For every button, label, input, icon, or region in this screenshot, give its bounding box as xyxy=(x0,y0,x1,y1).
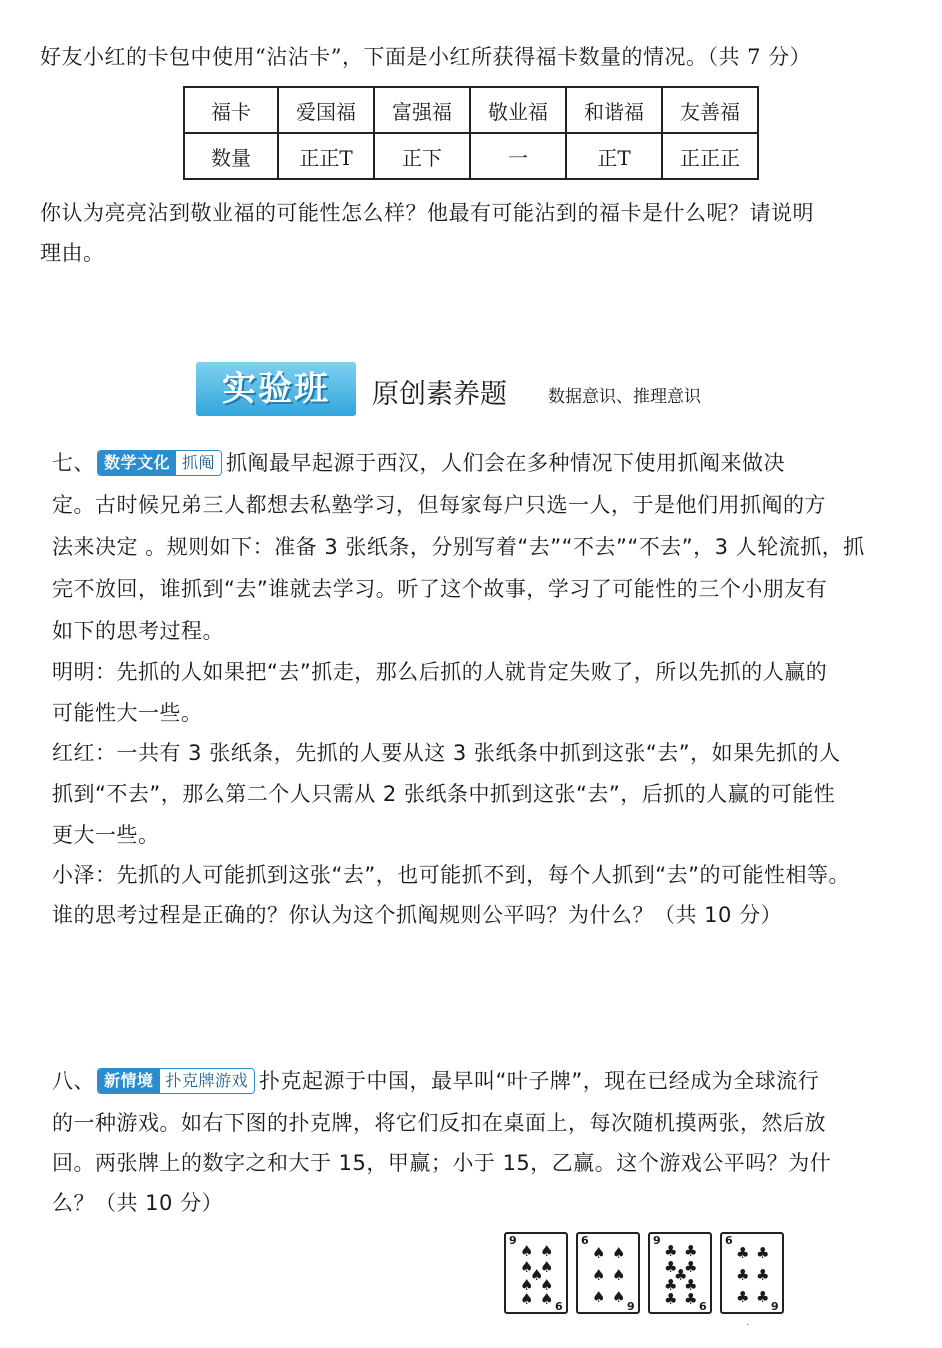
q8-tag xyxy=(97,1068,255,1094)
table-cell: 爱国福 xyxy=(278,87,374,133)
spade-icon: ♠ xyxy=(540,1242,554,1260)
playing-cards xyxy=(504,1232,784,1312)
q7-text-line: 定。古时候兄弟三人都想去私塾学习，但每家每户只选一人，于是他们用抓阄的方 xyxy=(52,493,826,517)
spade-icon: ♠ xyxy=(612,1244,626,1262)
q7-text-line: 更大一些。 xyxy=(52,823,160,847)
card-rank: 9 xyxy=(699,1299,707,1312)
q8-text-line: 回。两张牌上的数字之和大于 15，甲赢；小于 15，乙赢。这个游戏公平吗？为什 xyxy=(52,1151,832,1175)
club-icon: ♣ xyxy=(736,1266,750,1284)
table-cell: 一 xyxy=(470,133,566,179)
spade-icon: ♠ xyxy=(612,1288,626,1306)
table-cell: 正T xyxy=(566,133,662,179)
club-icon: ♣ xyxy=(756,1266,770,1284)
club-icon: ♣ xyxy=(664,1242,678,1260)
q7-text-line: 可能性大一些。 xyxy=(52,701,203,725)
club-icon: ♣ xyxy=(684,1290,698,1308)
q8-first-line xyxy=(52,1066,819,1096)
card-rank: 9 xyxy=(555,1299,563,1312)
intro-text: 好友小红的卡包中使用“沾沾卡”，下面是小红所获得福卡数量的情况。（共 7 分） xyxy=(40,45,812,69)
spade-icon: ♠ xyxy=(592,1288,606,1306)
club-icon: ♣ xyxy=(736,1244,750,1262)
spade-icon: ♠ xyxy=(592,1244,606,1262)
table-header-row xyxy=(184,87,758,133)
table-cell: 正下 xyxy=(374,133,470,179)
table-cell: 和谐福 xyxy=(566,87,662,133)
card-rank: 6 xyxy=(581,1234,589,1247)
card-rank: 9 xyxy=(509,1234,517,1247)
spade-icon: ♠ xyxy=(520,1290,534,1308)
spade-icon: ♠ xyxy=(540,1276,554,1294)
table-cell: 数量 xyxy=(184,133,278,179)
club-icon: ♣ xyxy=(756,1288,770,1306)
table-cell: 福卡 xyxy=(184,87,278,133)
spade-icon: ♠ xyxy=(520,1258,534,1276)
table-cell: 正正T xyxy=(278,133,374,179)
club-icon: ♣ xyxy=(684,1258,698,1276)
q7-text-line: 红红：一共有 3 张纸条，先抓的人要从这 3 张纸条中抓到这张“去”，如果先抓的人 xyxy=(52,741,841,765)
q7-text-line: 如下的思考过程。 xyxy=(52,619,224,643)
tag-topic: 扑克牌游戏 xyxy=(160,1069,255,1093)
spade-icon: ♠ xyxy=(520,1276,534,1294)
page-mark: · xyxy=(746,1320,750,1331)
q8-text-line: 么？（共 10 分） xyxy=(52,1191,224,1215)
club-icon: ♣ xyxy=(664,1276,678,1294)
q8-text-line: 的一种游戏。如右下图的扑克牌，将它们反扣在桌面上，每次随机摸两张，然后放 xyxy=(52,1111,826,1135)
q8-text-line: 扑克起源于中国，最早叫“叶子牌”，现在已经成为全球流行 xyxy=(259,1069,820,1093)
card-rank: 9 xyxy=(653,1234,661,1247)
tag-label: 数学文化 xyxy=(98,451,176,475)
spade-icon: ♠ xyxy=(520,1242,534,1260)
club-icon: ♣ xyxy=(664,1258,678,1276)
table-cell: 敬业福 xyxy=(470,87,566,133)
q7-text-line: 法来决定 。规则如下：准备 3 张纸条，分别写着“去”“不去”“不去”，3 人轮流抓，抓 xyxy=(52,535,865,559)
card-rank: 6 xyxy=(627,1299,635,1312)
club-icon: ♣ xyxy=(756,1244,770,1262)
q7-first-line xyxy=(52,448,785,478)
spade-icon: ♠ xyxy=(612,1266,626,1284)
q7-text-line: 小泽：先抓的人可能抓到这张“去”，也可能抓不到，每个人抓到“去”的可能性相等。 xyxy=(52,863,851,887)
tag-topic: 抓阄 xyxy=(176,451,221,475)
tag-label: 新情境 xyxy=(98,1069,160,1093)
spade-icon: ♠ xyxy=(530,1266,544,1284)
club-icon: ♣ xyxy=(664,1290,678,1308)
table-cell: 友善福 xyxy=(662,87,758,133)
playing-card-9 xyxy=(504,1232,568,1314)
playing-card-9 xyxy=(648,1232,712,1314)
table-row xyxy=(184,133,758,179)
spade-icon: ♠ xyxy=(540,1258,554,1276)
banner-badge: 实验班 xyxy=(196,362,356,416)
q6-text-line: 理由。 xyxy=(40,241,105,265)
table-cell: 富强福 xyxy=(374,87,470,133)
section-banner xyxy=(196,358,726,420)
spade-icon: ♠ xyxy=(540,1290,554,1308)
q7-text-line: 抓阄最早起源于西汉，人们会在多种情况下使用抓阄来做决 xyxy=(226,451,786,475)
q7-text-line: 抓到“不去”，那么第二个人只需从 2 张纸条中抓到这张“去”，后抓的人赢的可能性 xyxy=(52,782,836,806)
banner-title: 原创素养题 xyxy=(372,379,507,410)
club-icon: ♣ xyxy=(674,1266,688,1284)
banner-subtitle: 数据意识、推理意识 xyxy=(548,387,701,407)
playing-card-6 xyxy=(720,1232,784,1314)
q7-tag xyxy=(97,450,222,476)
table-cell: 正正正 xyxy=(662,133,758,179)
club-icon: ♣ xyxy=(736,1288,750,1306)
q7-text-line: 谁的思考过程是正确的？你认为这个抓阄规则公平吗？为什么？（共 10 分） xyxy=(52,903,783,927)
spade-icon: ♠ xyxy=(592,1266,606,1284)
question-number: 七、 xyxy=(52,451,95,475)
club-icon: ♣ xyxy=(684,1242,698,1260)
q7-text-line: 完不放回，谁抓到“去”谁就去学习。听了这个故事，学习了可能性的三个小朋友有 xyxy=(52,577,828,601)
q6-text-line: 你认为亮亮沾到敬业福的可能性怎么样？他最有可能沾到的福卡是什么呢？请说明 xyxy=(40,201,814,225)
playing-card-6 xyxy=(576,1232,640,1314)
card-rank: 6 xyxy=(725,1234,733,1247)
q7-text-line: 明明：先抓的人如果把“去”抓走，那么后抓的人就肯定失败了，所以先抓的人赢的 xyxy=(52,660,828,684)
card-rank: 6 xyxy=(771,1299,779,1312)
fu-card-table xyxy=(183,86,759,180)
question-number: 八、 xyxy=(52,1069,95,1093)
club-icon: ♣ xyxy=(684,1276,698,1294)
